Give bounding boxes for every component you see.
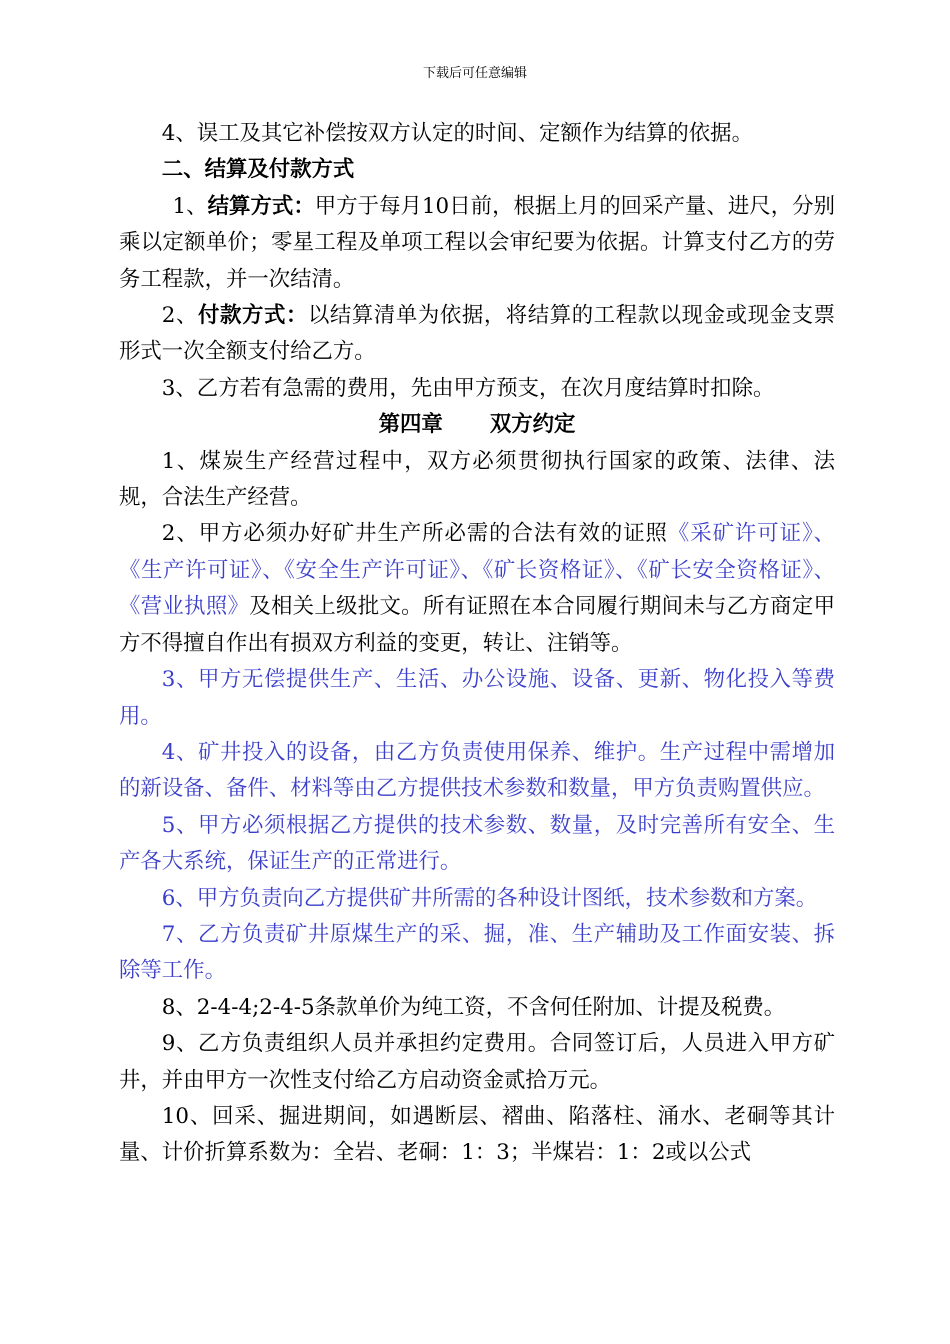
item-number: 1、	[172, 193, 208, 219]
paragraph-agreement-5: 5、甲方必须根据乙方提供的技术参数、数量，及时完善所有安全、生产各大系统，保证生产的正常进行。	[119, 812, 835, 875]
item-text: 甲方于每月10日前，根据上月的回采产量、进尺，分别乘以定额单价；零星工程及单项工程以会审纪要为依据。计算支付乙方的劳务工程款，并一次结清。	[119, 193, 835, 292]
chapter-number: 第四章	[378, 412, 443, 438]
document-body	[119, 116, 835, 1172]
item-number: 2、	[161, 303, 198, 329]
paragraph-agreement-1: 1、煤炭生产经营过程中，双方必须贯彻执行国家的政策、法律、法规，合法生产经营。	[119, 448, 835, 511]
paragraph-agreement-3: 3、甲方无偿提供生产、生活、办公设施、设备、更新、物化投入等费用。	[119, 667, 835, 729]
licenses-list: 《采矿许可证》、《生产许可证》、《安全生产许可证》、《矿长资格证》、《矿长安全资格证》、《营业执照》	[119, 521, 835, 620]
paragraph-agreement-4: 4、矿井投入的设备，由乙方负责使用保养、维护。生产过程中需增加的新设备、备件、材料等由乙方提供技术参数和数量，甲方负责购置供应。	[119, 739, 835, 802]
paragraph-payment-method	[119, 298, 835, 371]
item-label: 结算方式：	[207, 193, 315, 219]
paragraph-advance: 3、乙方若有急需的费用，先由甲方预支，在次月度结算时扣除。	[161, 375, 775, 401]
section-heading-settlement: 二、结算及付款方式	[161, 157, 355, 183]
paragraph-agreement-8: 8、2-4-4;2-4-5条款单价为纯工资，不含何任附加、计提及税费。	[161, 994, 786, 1020]
page-header: 下载后可任意编辑	[422, 66, 527, 81]
paragraph-agreement-7: 7、乙方负责矿井原煤生产的采、掘，准、生产辅助及工作面安装、拆除等工作。	[119, 921, 835, 984]
chapter-title: 双方约定	[489, 412, 576, 438]
chapter-heading	[119, 407, 835, 443]
paragraph-agreement-2	[119, 516, 835, 662]
item-label: 付款方式：	[198, 303, 308, 329]
agreement-2-text-end: 及相关上级批文。所有证照在本合同履行期间未与乙方商定甲方不得擅自作出有损双方利益的变更，转让、注销等。	[119, 594, 835, 656]
item-text: 以结算清单为依据，将结算的工程款以现金或现金支票形式一次全额支付给乙方。	[119, 303, 835, 365]
paragraph-agreement-9: 9、乙方负责组织人员并承担约定费用。合同签订后，人员进入甲方矿井，并由甲方一次性支付给乙方启动资金贰拾万元。	[119, 1031, 835, 1093]
paragraph-compensation: 4、误工及其它补偿按双方认定的时间、定额作为结算的依据。	[161, 121, 753, 146]
paragraph-agreement-6: 6、甲方负责向乙方提供矿井所需的各种设计图纸，技术参数和方案。	[161, 885, 818, 911]
paragraph-settlement-method	[119, 189, 835, 298]
paragraph-agreement-10: 10、回采、掘进期间，如遇断层、褶曲、陷落柱、涌水、老硐等其计量、计价折算系数为：全岩、老硐：1：3；半煤岩：1：2或以公式	[119, 1103, 835, 1166]
agreement-2-text: 2、甲方必须办好矿井生产所必需的合法有效的证照	[161, 521, 668, 547]
